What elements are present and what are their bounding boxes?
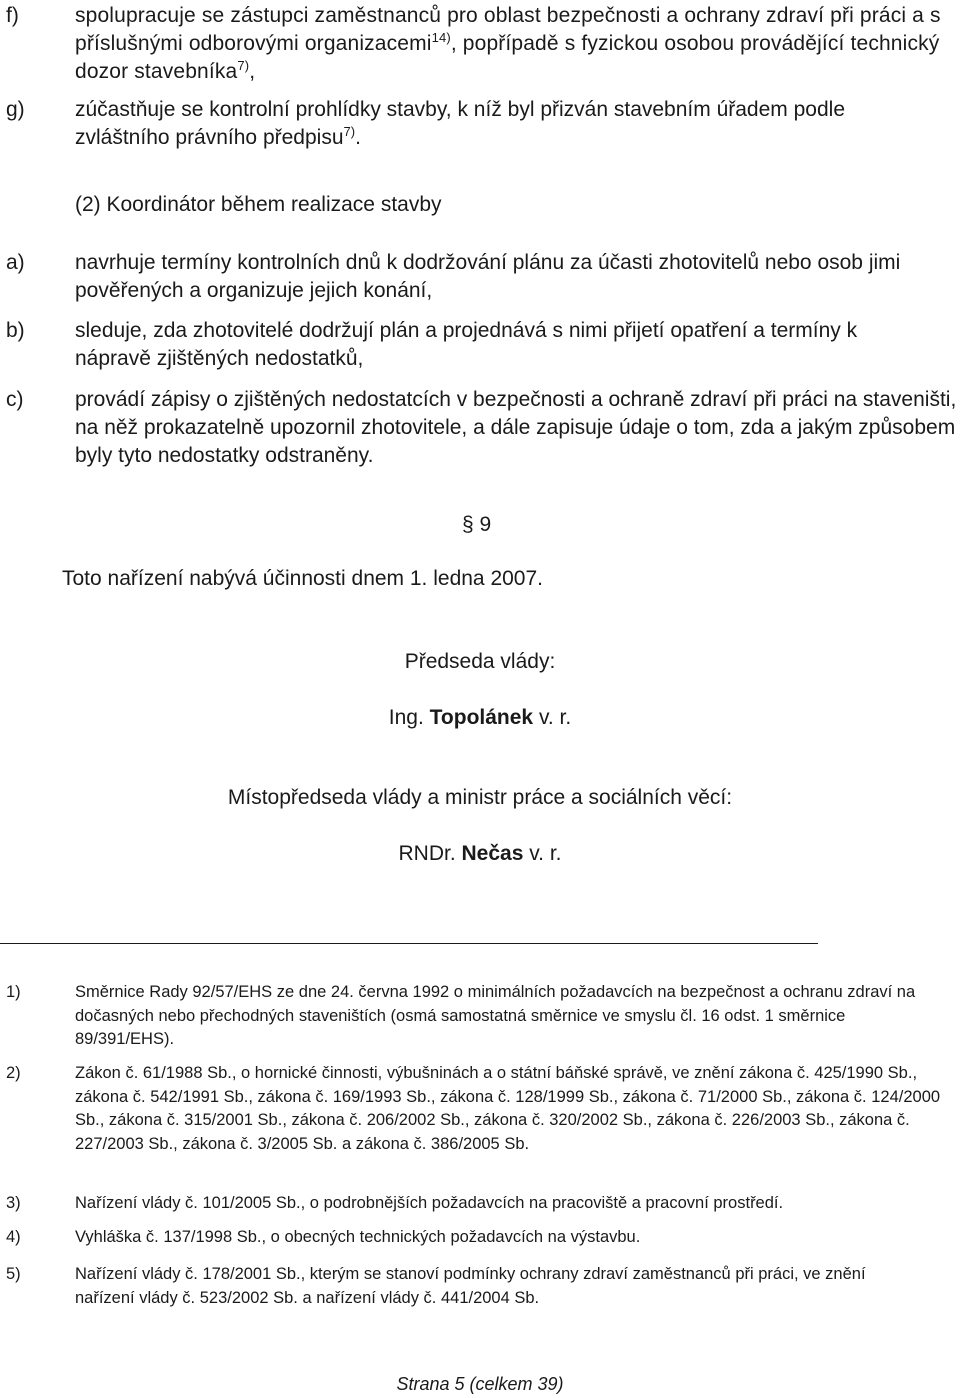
page-number: Strana 5 (celkem 39) xyxy=(396,1374,564,1394)
pm-prefix: Ing. xyxy=(388,706,424,729)
footnote-label: 2) xyxy=(6,1064,21,1082)
item-label: b) xyxy=(6,319,25,342)
footnote-label: 5) xyxy=(6,1265,21,1283)
item-text: zúčastňuje se kontrolní prohlídky stavby, k níž byl přizván stavebním úřadem podle zvláštního právního předpisu$^{7)}$. xyxy=(75,98,845,149)
pm-name: Topolánek xyxy=(429,706,534,729)
item-label: c) xyxy=(6,388,24,411)
footnote-text: Směrnice Rady 92/57/EHS ze dne 24. června 1992 o minimálních požadavcích na bezpečnost a ochranu zdraví na dočasných nebo přechodných staveništích (osmá samostatná směrnice ve smyslu čl. 16 odst. 1 směrnice 89/391/EHS). xyxy=(75,983,916,1048)
footnote-label: 1) xyxy=(6,983,21,1001)
item-text: spolupracuje se zástupci zaměstnanců pro oblast bezpečnosti a ochrany zdraví při práci a s příslušnými odborovými organizacemi$^{14)}$, popřípadě s fyzickou osobou provádějící technický dozor stavebníka$^{7)}$, xyxy=(75,4,941,83)
pm-signature xyxy=(0,704,960,732)
deputy-title: Místopředseda vlády a ministr práce a sociálních věcí: xyxy=(227,786,733,809)
footnote-label: 3) xyxy=(6,1194,21,1212)
item-label: f) xyxy=(6,4,19,27)
effective-date: Toto nařízení nabývá účinnosti dnem 1. ledna 2007. xyxy=(62,567,543,590)
item-label: g) xyxy=(6,98,25,121)
section-symbol: § xyxy=(462,513,474,536)
deputy-suffix: v. r. xyxy=(529,842,562,865)
footnote-separator xyxy=(0,943,818,944)
pm-title: Předseda vlády: xyxy=(404,650,556,673)
item-text: sleduje, zda zhotovitelé dodržují plán a projednává s nimi přijetí opatření a termíny k nápravě zjištěných nedostatků, xyxy=(75,319,858,370)
footnote-text: Vyhláška č. 137/1998 Sb., o obecných technických požadavcích na výstavbu. xyxy=(75,1228,641,1246)
section-number: 9 xyxy=(479,513,492,536)
item-text: provádí zápisy o zjištěných nedostatcích v bezpečnosti a ochraně zdraví při práci na staveništi, na něž prokazatelně upozornil zhotovitele, a dále zapisuje údaje o tom, zda a jakým způsobem byly tyto nedostatky odstraněny. xyxy=(75,388,957,467)
footnote-label: 4) xyxy=(6,1228,21,1246)
deputy-name: Nečas xyxy=(461,842,524,865)
pm-suffix: v. r. xyxy=(538,706,572,729)
footnote-text: Nařízení vlády č. 101/2005 Sb., o podrobnějších požadavcích na pracoviště a pracovní prostředí. xyxy=(75,1194,784,1212)
footnote-text: Zákon č. 61/1988 Sb., o hornické činnosti, výbušninách a o státní báňské správě, ve znění zákona č. 425/1990 Sb., zákona č. 542/1991 Sb., zákona č. 169/1993 Sb., zákona č. 128/1999 Sb., zákona č. 71/2000 Sb., zákona č. 124/2000 Sb., zákona č. 315/2001 Sb., zákona č. 206/2002 Sb., zákona č. 320/2002 Sb., zákona č. 226/2003 Sb., zákona č. 227/2003 Sb., zákona č. 3/2005 Sb. a zákona č. 386/2005 Sb. xyxy=(75,1064,941,1153)
deputy-prefix: RNDr. xyxy=(398,842,456,865)
footnote-text: Nařízení vlády č. 178/2001 Sb., kterým se stanoví podmínky ochrany zdraví zaměstnanců při práci, ve znění nařízení vlády č. 523/2002 Sb. a nařízení vlády č. 441/2004 Sb. xyxy=(75,1265,866,1307)
section-heading xyxy=(462,511,491,539)
item-text: navrhuje termíny kontrolních dnů k dodržování plánu za účasti zhotovitelů nebo osob jimi pověřených a organizuje jejich konání, xyxy=(75,251,901,302)
deputy-signature xyxy=(0,840,960,868)
paragraph-heading: (2) Koordinátor během realizace stavby xyxy=(75,193,442,216)
item-label: a) xyxy=(6,251,25,274)
